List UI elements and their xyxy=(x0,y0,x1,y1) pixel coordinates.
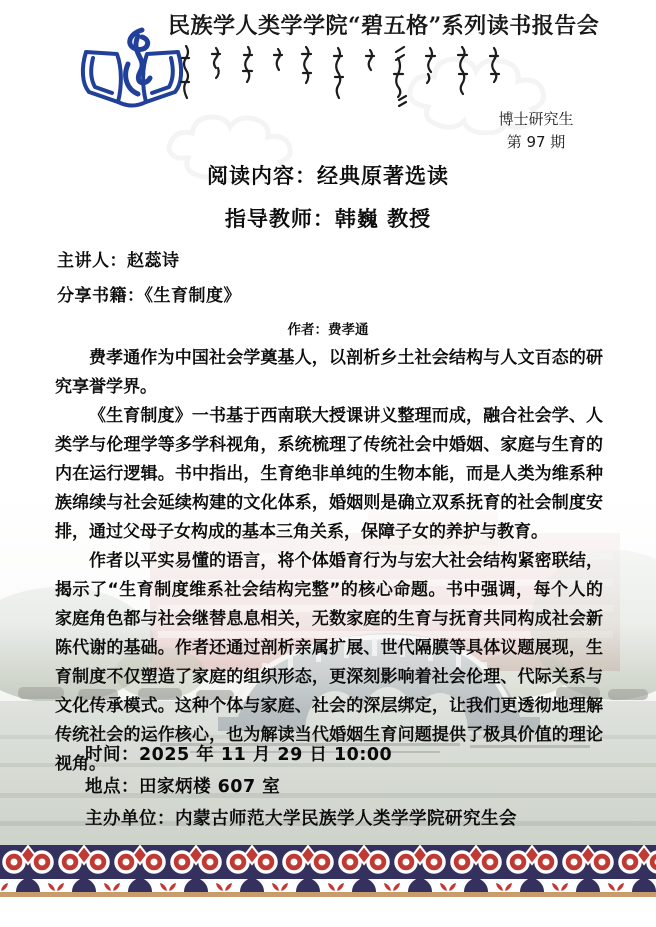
body-paragraph: 《生育制度》一书基于西南联大授课讲义整理而成，融合社会学、人类学与伦理学等多学科视角，系统梳理了传统社会中婚姻、家庭与生育的内在运行逻辑。书中指出，生育绝非单纯的生物本能，而是人类为维系种族绵续与社会延续构建的文化体系，婚姻则是确立双系抚育的社会制度安排，通过父母子女构成的基本三角关系，保障子女的养护与教育。 xyxy=(55,406,603,542)
mongolian-border-ornament xyxy=(0,845,656,897)
body-paragraph: 费孝通作为中国社会学奠基人，以剖析乡土社会结构与人文百态的研究享誉学界。 xyxy=(55,348,603,397)
book-review-body xyxy=(55,344,603,779)
author-line: 作者：费孝通 xyxy=(287,322,369,338)
mongolian-script-art xyxy=(178,44,513,108)
advisor-title: 指导教师：韩巍 教授 xyxy=(224,207,432,231)
event-place: 地点：田家炳楼 607 室 xyxy=(85,777,281,797)
book-line: 分享书籍：《生育制度》 xyxy=(57,286,241,306)
issue-audience: 博士研究生 xyxy=(498,110,574,128)
issue-number: 第 97 期 xyxy=(506,133,566,151)
body-paragraph: 作者以平实易懂的语言，将个体婚育行为与宏大社会结构紧密联结，揭示了“生育制度维系社会结构完整”的核心命题。书中强调，每个人的家庭角色都与社会继替息息相关，无数家庭的生育与抚育共同构成社会新陈代谢的基础。作者还通过剖析亲属扩展、世代隔膜等具体议题展现，生育制度不仅塑造了家庭的组织形态，更深刻影响着社会伦理、代际关系与文化传承模式。这种个体与家庭、社会的深层绑定，让我们更透彻地理解传统社会的运作核心，也为解读当代婚姻生育问题提供了极具价值的理论视角。 xyxy=(55,551,603,774)
event-host: 主办单位：内蒙古师范大学民族学人类学学院研究生会 xyxy=(85,809,517,829)
reading-content-title: 阅读内容：经典原著选读 xyxy=(207,164,449,188)
banner-title: 民族学人类学学院“碧五格”系列读书报告会 xyxy=(168,13,600,39)
event-time: 时间：2025 年 11 月 29 日 10:00 xyxy=(85,745,393,765)
issue-block xyxy=(476,108,596,154)
presenter-line: 主讲人：赵蕊诗 xyxy=(57,251,180,271)
event-info xyxy=(85,739,517,835)
